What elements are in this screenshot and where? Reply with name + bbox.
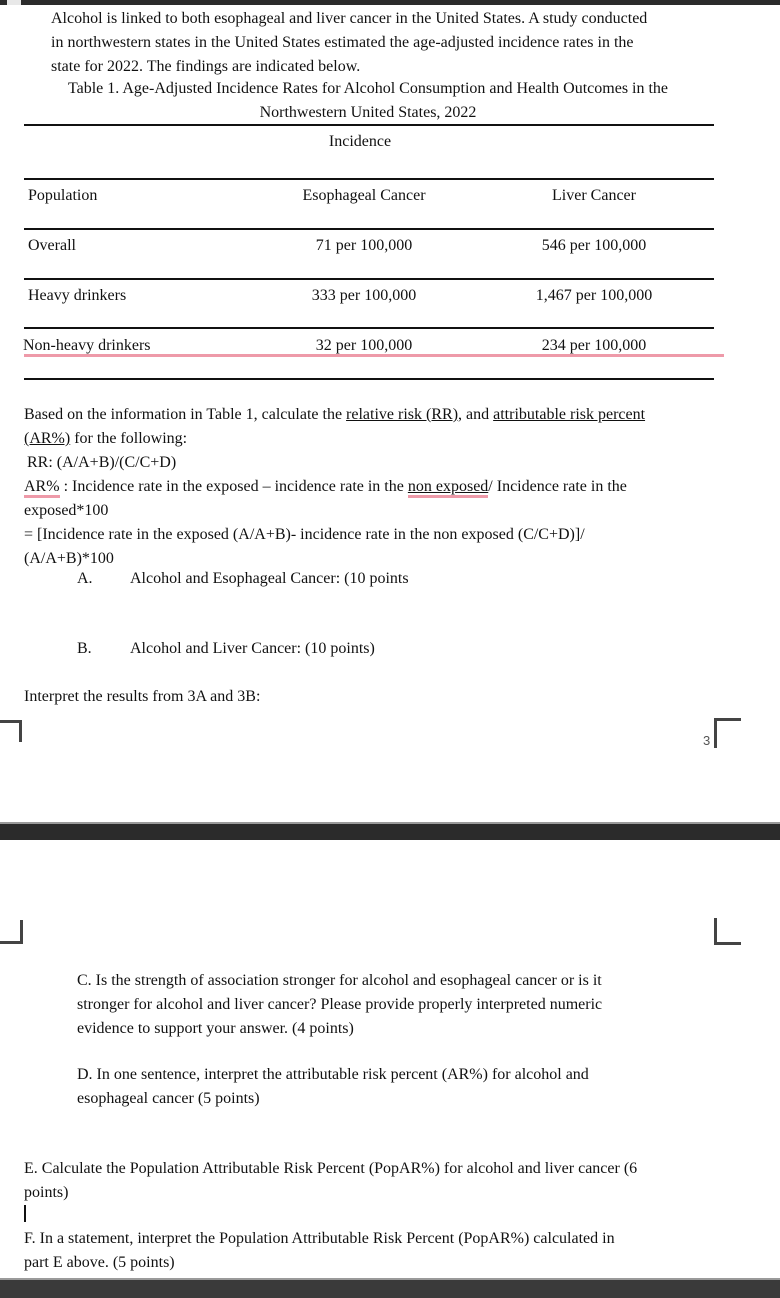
row-nonheavy-esophageal: 32 per 100,000 xyxy=(315,337,413,354)
crop-mark-bottom-right-icon xyxy=(713,718,741,748)
instructions-block xyxy=(24,403,724,571)
row-heavy-liver: 1,467 per 100,000 xyxy=(535,287,653,304)
item-b-letter: B. xyxy=(77,640,92,657)
bottom-edge-bar xyxy=(0,1278,780,1298)
interpret-prompt: Interpret the results from 3A and 3B: xyxy=(24,688,261,705)
table-rule-header xyxy=(24,178,714,180)
item-a-letter: A. xyxy=(77,570,93,587)
top-left-marker xyxy=(7,0,21,5)
ar-formula-line-1: = [Incidence rate in the exposed (A/A+B)- incidence rate in the non exposed (C/C+D)]/ xyxy=(24,526,585,543)
crop-mark-top-right xyxy=(713,918,741,946)
instructions-line-1: Based on the information in Table 1, calculate the relative risk (RR), and attributable risk percent xyxy=(24,406,646,423)
column-header-population: Population xyxy=(28,187,98,204)
row-nonheavy-population: Non-heavy drinkers xyxy=(23,337,151,354)
text-cursor[interactable] xyxy=(24,1205,26,1222)
ar-definition-line-2: exposed*100 xyxy=(24,502,109,519)
crop-mark-bottom-left xyxy=(0,720,22,742)
instructions-line-2: (AR%) for the following: xyxy=(24,430,188,447)
row-overall-population: Overall xyxy=(28,237,76,254)
row-overall-liver: 546 per 100,000 xyxy=(541,237,647,254)
table-rule-row-2 xyxy=(24,278,714,280)
column-header-liver: Liver Cancer xyxy=(552,187,636,204)
rr-formula: RR: (A/A+B)/(C/C+D) xyxy=(27,454,177,471)
intro-line-3: state for 2022. The findings are indicated below. xyxy=(51,58,361,75)
row-nonheavy-liver: 234 per 100,000 xyxy=(541,337,647,354)
relative-risk-term: relative risk (RR) xyxy=(346,406,459,423)
crop-mark-bottom-left-icon xyxy=(0,720,22,742)
page-separator-bar xyxy=(0,824,780,840)
attributable-risk-term: attributable risk percent xyxy=(493,406,646,423)
top-edge-bar xyxy=(0,0,780,5)
item-b-text: Alcohol and Liver Cancer: (10 points) xyxy=(130,640,375,657)
intro-line-1: Alcohol is linked to both esophageal and liver cancer in the United States. A study conducted xyxy=(51,10,648,27)
question-f: F. In a statement, interpret the Population Attributable Risk Percent (PopAR%) calculated in part E above. (5 points) xyxy=(24,1230,615,1271)
non-exposed-term: non exposed xyxy=(408,478,488,498)
question-c: C. Is the strength of association stronger for alcohol and esophageal cancer or is it stronger for alcohol and liver cancer? Please provide properly interpreted numeric evidence to support your answer. (4 points) xyxy=(77,972,603,1037)
ar-definition-line-1: AR% : Incidence rate in the exposed – incidence rate in the non exposed/ Incidence rate in the xyxy=(24,475,724,499)
table-group-header: Incidence xyxy=(328,133,392,150)
column-header-esophageal: Esophageal Cancer xyxy=(302,187,426,204)
spellcheck-underline-row xyxy=(24,354,724,357)
row-overall-esophageal: 71 per 100,000 xyxy=(315,237,413,254)
crop-mark-top-left-icon xyxy=(0,920,24,944)
row-heavy-esophageal: 333 per 100,000 xyxy=(311,287,417,304)
intro-paragraph xyxy=(51,7,731,79)
question-e: E. Calculate the Population Attributable Risk Percent (PopAR%) for alcohol and liver cancer (6 points) xyxy=(24,1160,638,1201)
table-rule-bottom xyxy=(24,378,714,380)
table-title-line-1: Table 1. Age-Adjusted Incidence Rates for Alcohol Consumption and Health Outcomes in the xyxy=(67,80,669,97)
crop-mark-top-right-icon xyxy=(713,918,741,946)
ar-formula-line-2: (A/A+B)*100 xyxy=(24,550,114,567)
ar-percent-term: (AR%) xyxy=(24,430,71,447)
table-rule-top xyxy=(24,124,714,126)
table-title xyxy=(10,77,726,125)
row-heavy-population: Heavy drinkers xyxy=(28,287,127,304)
intro-line-2: in northwestern states in the United States estimated the age-adjusted incidence rates in the xyxy=(51,34,634,51)
item-a-text: Alcohol and Esophageal Cancer: (10 points xyxy=(130,570,409,587)
crop-mark-bottom-right xyxy=(713,718,741,748)
table-title-line-2: Northwestern United States, 2022 xyxy=(259,104,477,121)
page-number: 3 xyxy=(703,733,711,748)
ar-label: AR% xyxy=(24,478,60,498)
table-rule-row-3 xyxy=(24,327,714,329)
table-rule-row-1 xyxy=(24,228,714,230)
question-d: D. In one sentence, interpret the attributable risk percent (AR%) for alcohol and esophageal cancer (5 points) xyxy=(77,1066,589,1107)
crop-mark-top-left xyxy=(0,920,24,944)
